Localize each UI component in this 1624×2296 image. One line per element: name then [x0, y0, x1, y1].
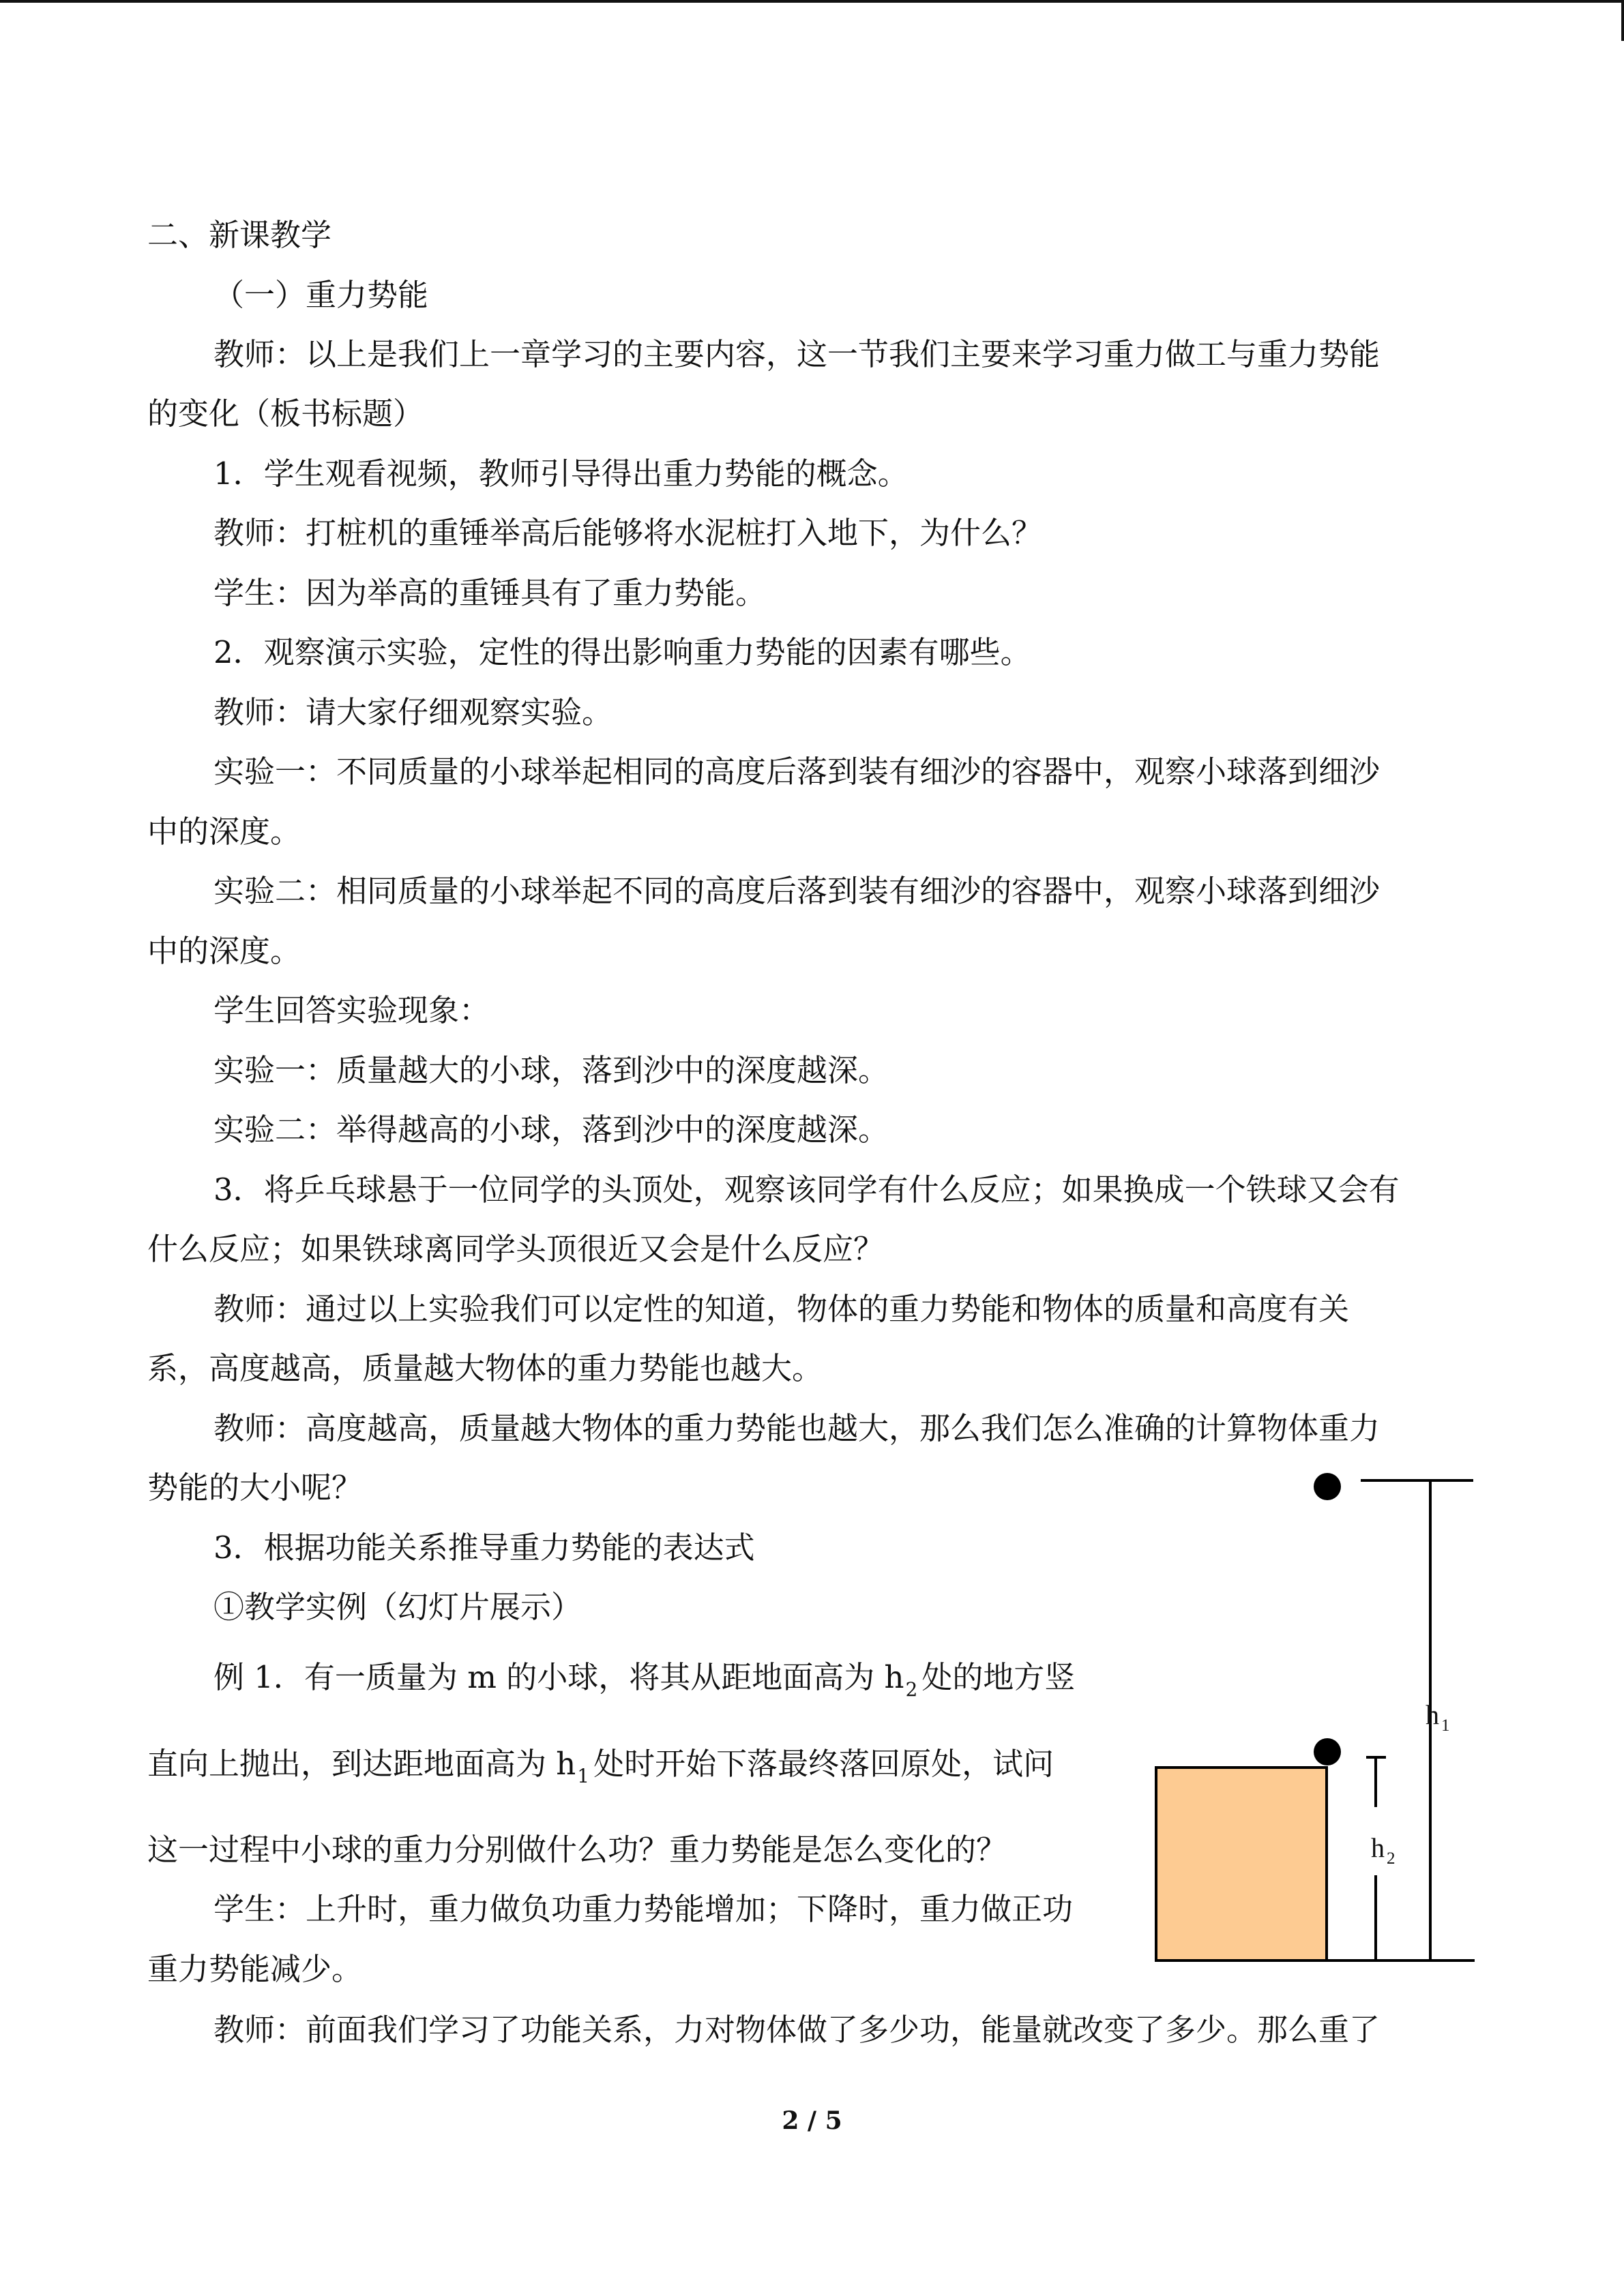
paragraph-line: 实验二：举得越高的小球，落到沙中的深度越深。 [213, 1112, 889, 1148]
paragraph-line: 实验二：相同质量的小球举起不同的高度后落到装有细沙的容器中，观察小球落到细沙 [213, 873, 1381, 909]
paragraph-line: 学生：上升时，重力做负功重力势能增加；下降时，重力做正功 [213, 1891, 1074, 1927]
paragraph-line: 实验一：质量越大的小球，落到沙中的深度越深。 [213, 1052, 889, 1088]
page-number: 2 / 5 [782, 2106, 842, 2135]
paragraph-line: 教师：请大家仔细观察实验。 [213, 694, 613, 730]
subscript: 2 [905, 1678, 918, 1701]
paragraph-line: 1．学生观看视频，教师引导得出重力势能的概念。 [213, 456, 909, 492]
ball-middle [1314, 1738, 1341, 1765]
h2-label: h $_2$ [1371, 1832, 1396, 1868]
paragraph-line: 3．将乒乓球悬于一位同学的头顶处，观察该同学有什么反应；如果换成一个铁球又会有 [213, 1172, 1400, 1208]
subsection-heading: （一）重力势能 [213, 277, 429, 313]
height-diagram [1132, 1452, 1487, 1971]
paragraph-line: 实验一：不同质量的小球举起相同的高度后落到装有细沙的容器中，观察小球落到细沙 [213, 754, 1381, 790]
example-line [147, 1744, 1054, 1785]
platform-box [1156, 1768, 1327, 1960]
paragraph-line: 学生：因为举高的重锤具有了重力势能。 [213, 575, 767, 611]
paragraph-line: 教师：前面我们学习了功能关系，力对物体做了多少功，能量就改变了多少。那么重了 [213, 2012, 1381, 2048]
paragraph-line: 的变化（板书标题） [147, 396, 424, 432]
paragraph-line: 教师：通过以上实验我们可以定性的知道，物体的重力势能和物体的质量和高度有关 [213, 1291, 1350, 1327]
paragraph-line: 重力势能减少。 [147, 1951, 363, 1987]
paragraph-line: 势能的大小呢？ [147, 1470, 363, 1506]
paragraph-line: 3．根据功能关系推导重力势能的表达式 [213, 1530, 755, 1566]
paragraph-line: ①教学实例（幻灯片展示） [213, 1589, 582, 1625]
paragraph-line: 什么反应；如果铁球离同学头顶很近又会是什么反应？ [147, 1231, 885, 1267]
subscript: 1 [577, 1765, 590, 1787]
section-heading: 二、新课教学 [147, 217, 332, 253]
text-part: 直向上抛出，到达距地面高为 h [147, 1746, 576, 1782]
text-part: 例 1．有一质量为 m 的小球，将其从距地面高为 h [213, 1659, 904, 1695]
paragraph-line: 这一过程中小球的重力分别做什么功？重力势能是怎么变化的？ [147, 1832, 1007, 1868]
paragraph-line: 教师：高度越高，质量越大物体的重力势能也越大，那么我们怎么准确的计算物体重力 [213, 1410, 1381, 1446]
text-part: 处的地方竖 [921, 1659, 1076, 1695]
right-border [1621, 0, 1624, 41]
paragraph-line: 教师：打桩机的重锤举高后能够将水泥桩打入地下，为什么？ [213, 515, 1043, 551]
example-line [213, 1657, 1076, 1701]
text-part: 处时开始下落最终落回原处，试问 [593, 1746, 1054, 1782]
top-border [0, 0, 1624, 3]
paragraph-line: 2．观察演示实验，定性的得出影响重力势能的因素有哪些。 [213, 634, 1031, 670]
ball-top [1314, 1473, 1341, 1500]
paragraph-line: 系，高度越高，质量越大物体的重力势能也越大。 [147, 1350, 823, 1386]
paragraph-line: 中的深度。 [147, 814, 301, 850]
paragraph-line: 中的深度。 [147, 933, 301, 969]
h1-label: h $_1$ [1426, 1699, 1450, 1735]
paragraph-line: 学生回答实验现象： [213, 992, 490, 1028]
paragraph-line: 教师：以上是我们上一章学习的主要内容，这一节我们主要来学习重力做工与重力势能 [213, 336, 1381, 372]
